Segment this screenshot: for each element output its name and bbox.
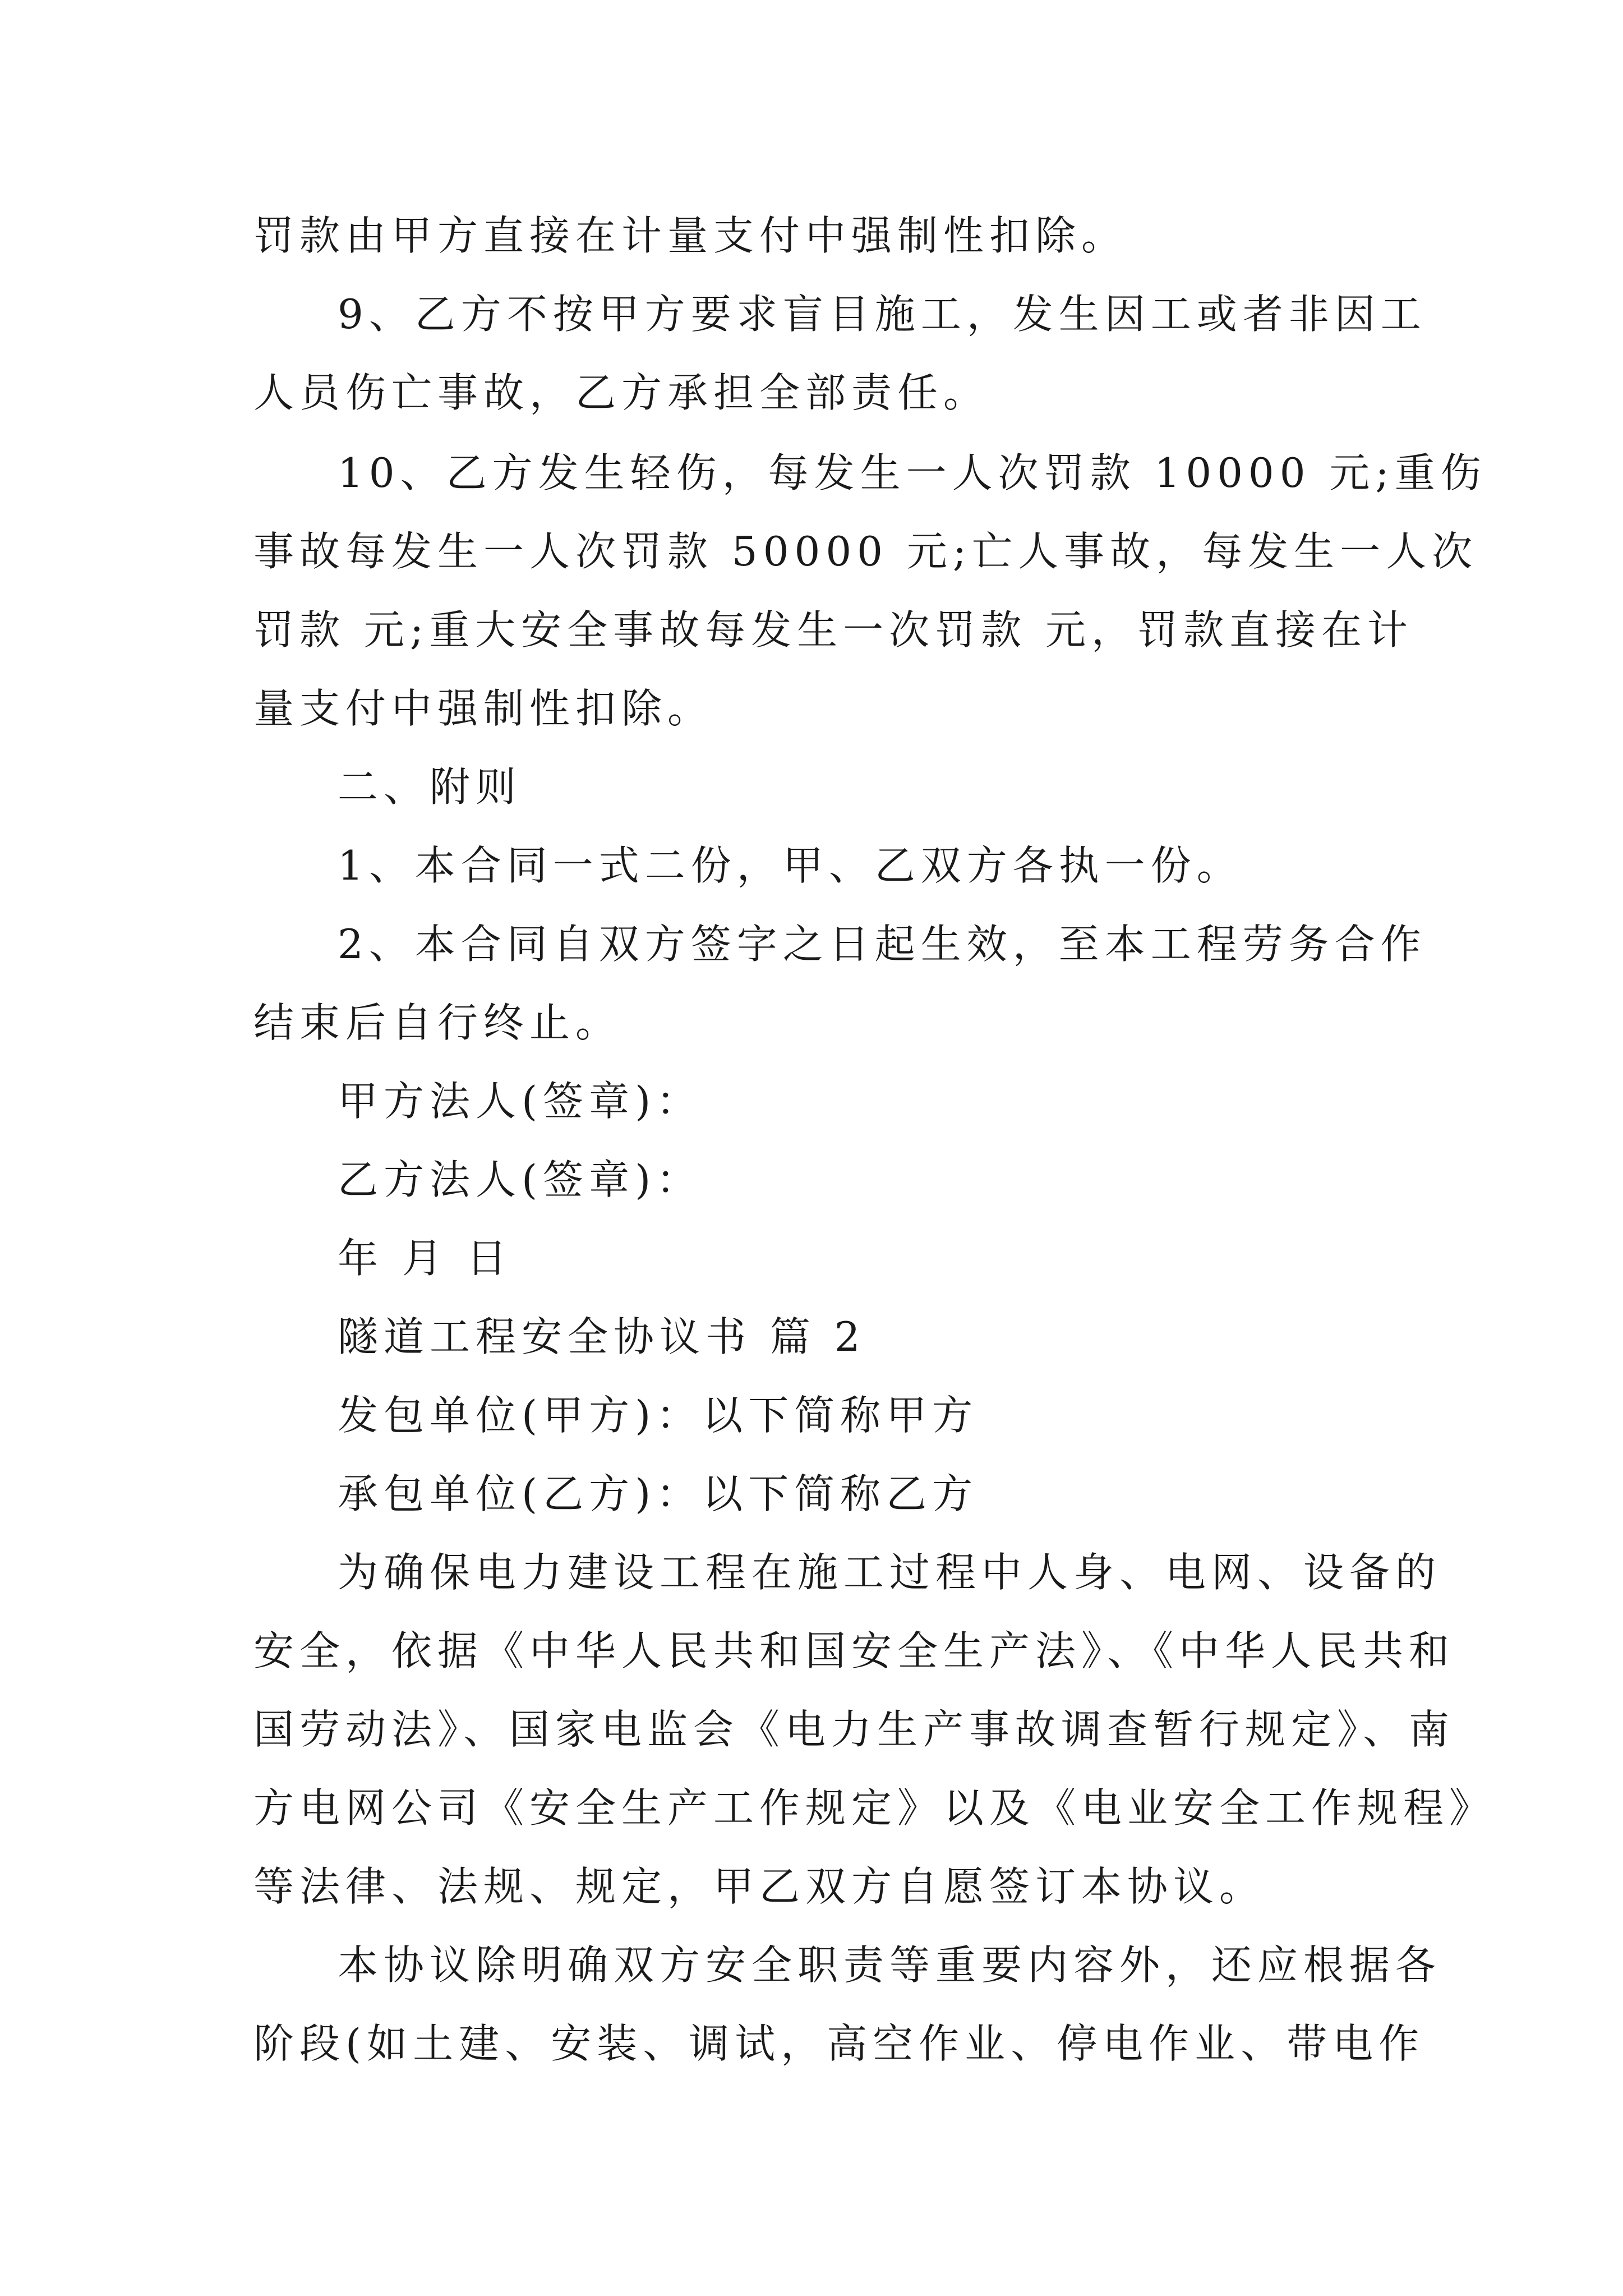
text-line: 本协议除明确双方安全职责等重要内容外，还应根据各 bbox=[338, 1941, 1442, 1989]
text-line: 人员伤亡事故，乙方承担全部责任。 bbox=[253, 369, 990, 416]
text-line: 事故每发生一人次罚款 50000 元;亡人事故，每发生一人次 bbox=[253, 528, 1478, 575]
text-line: 发包单位(甲方)：以下简称甲方 bbox=[338, 1392, 979, 1439]
document-title: 隧道工程安全协议书 篇 2 bbox=[338, 1313, 866, 1360]
signature-line-party-b: 乙方法人(签章)： bbox=[338, 1156, 703, 1203]
text-line: 量支付中强制性扣除。 bbox=[253, 685, 714, 732]
text-line: 阶段(如土建、安装、调试，高空作业、停电作业、带电作 bbox=[253, 2020, 1425, 2067]
text-line: 罚款由甲方直接在计量支付中强制性扣除。 bbox=[253, 212, 1128, 259]
text-line: 方电网公司《安全生产工作规定》以及《电业安全工作规程》 bbox=[253, 1784, 1496, 1832]
text-line: 10、乙方发生轻伤，每发生一人次罚款 10000 元;重伤 bbox=[338, 449, 1487, 496]
section-heading: 二、附则 bbox=[338, 763, 522, 811]
text-line: 结束后自行终止。 bbox=[253, 999, 622, 1046]
text-line: 为确保电力建设工程在施工过程中人身、电网、设备的 bbox=[338, 1549, 1442, 1596]
text-line: 9、乙方不按甲方要求盲目施工，发生因工或者非因工 bbox=[338, 291, 1427, 338]
text-line: 2、本合同自双方签字之日起生效，至本工程劳务合作 bbox=[338, 921, 1427, 968]
text-line: 等法律、法规、规定，甲乙双方自愿签订本协议。 bbox=[253, 1863, 1266, 1910]
text-line: 承包单位(乙方)：以下简称乙方 bbox=[338, 1470, 979, 1517]
signature-line-party-a: 甲方法人(签章)： bbox=[338, 1078, 703, 1125]
text-line: 罚款 元;重大安全事故每发生一次罚款 元，罚款直接在计 bbox=[253, 606, 1414, 654]
text-line: 1、本合同一式二份，甲、乙双方各执一份。 bbox=[338, 842, 1243, 889]
text-line: 国劳动法》、国家电监会《电力生产事故调查暂行规定》、南 bbox=[253, 1706, 1455, 1753]
text-line: 安全，依据《中华人民共和国安全生产法》、《中华人民共和 bbox=[253, 1627, 1455, 1674]
date-line: 年 月 日 bbox=[338, 1235, 513, 1282]
